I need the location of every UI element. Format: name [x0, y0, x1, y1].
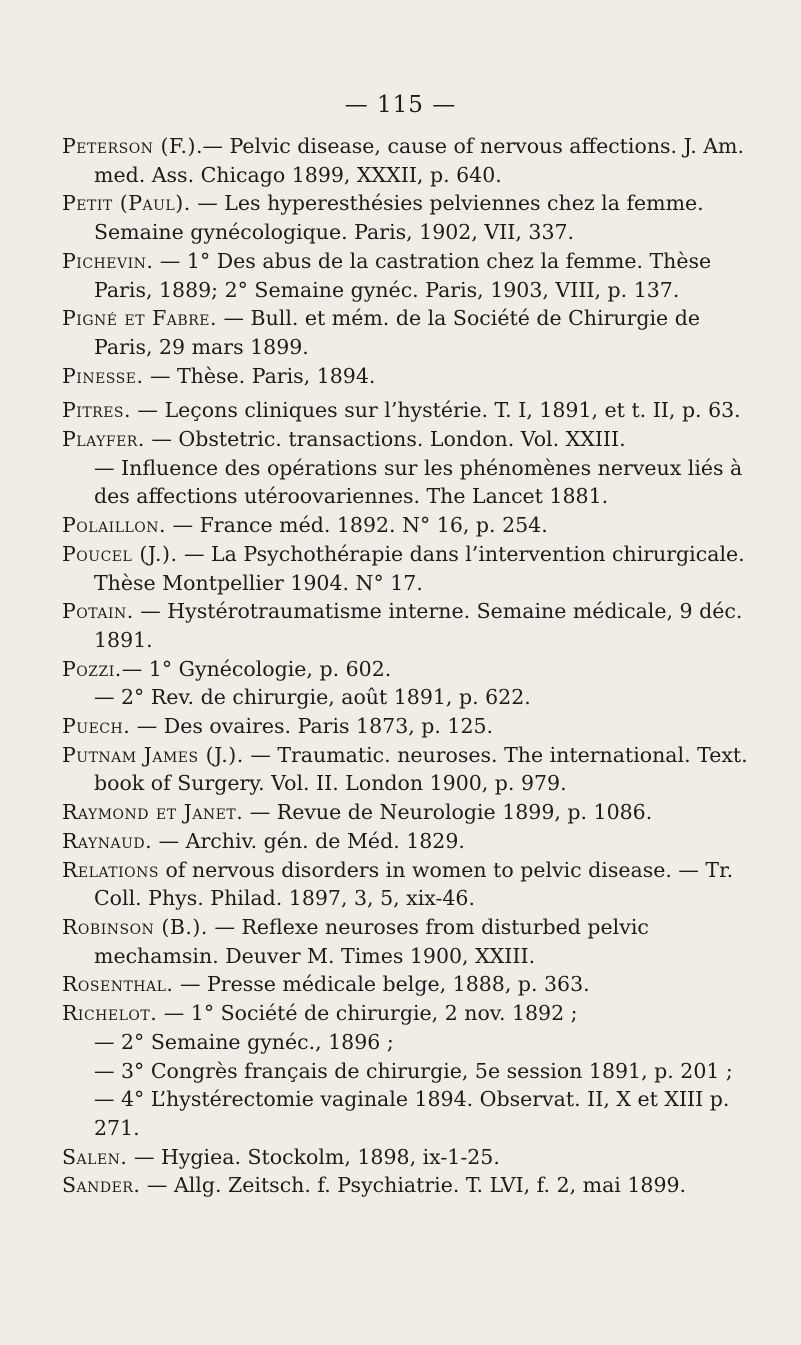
- entry-text: — Leçons cliniques sur l’hystérie. T. I, 1891, et t. II, p. 63.: [131, 398, 741, 423]
- entry-text: — La Psychothérapie dans l’intervention chirurgicale. Thèse Montpellier 1904. N° 17.: [94, 541, 745, 595]
- entry-author: Relations: [62, 857, 159, 882]
- bibliography-entry: [62, 970, 762, 999]
- bibliography-entry: [62, 362, 762, 391]
- bibliography-entry: [62, 597, 762, 654]
- bibliography-entry: [62, 856, 762, 913]
- entry-author: Peterson (F.): [62, 134, 196, 158]
- entry-author: Playfer.: [62, 427, 145, 452]
- entry-author: Pitres.: [62, 398, 132, 423]
- entry-author: Poucel (J.).: [62, 541, 178, 566]
- entry-text: — 1° Des abus de la castration chez la femme. Thèse Paris, 1889; 2° Semaine gynéc. Paris, 1903, VIII, p. 137.: [94, 248, 712, 302]
- entry-text: — Presse médicale belge, 1888, p. 363.: [173, 972, 590, 997]
- entry-text: — Reflexe neuroses from disturbed pelvic mechamsin. Deuver M. Times 1900, XXIII.: [94, 914, 649, 968]
- entry-text: — Traumatic. neuroses. The international. Text. book of Surgery. Vol. II. London 1900, p. 979.: [94, 742, 748, 796]
- entry-text: — Hygiea. Stockolm, 1898, ix-1-25.: [127, 1144, 500, 1169]
- bibliography-entry: [62, 741, 762, 798]
- bibliography-entry: [62, 540, 762, 597]
- entry-author: Puech.: [62, 714, 131, 739]
- entry-author: Raynaud.: [62, 828, 153, 853]
- entry-author: Richelot.: [62, 1001, 158, 1026]
- entry-text: — Obstetric. transactions. London. Vol. XXIII.: [144, 427, 626, 452]
- bibliography-entry: [62, 304, 762, 361]
- entry-text: — Les hyperesthésies pelviennes chez la femme. Semaine gynécologique. Paris, 1902, VII, 337.: [94, 191, 704, 245]
- entry-text: — 1° Gynécologie, p. 602.: [121, 656, 392, 681]
- bibliography-subentry: — 4° L’hystérectomie vaginale 1894. Observat. II, X et XIII p. 271.: [94, 1087, 730, 1140]
- bibliography-entry: [62, 798, 762, 827]
- entry-author: Pigné et Fabre.: [62, 306, 217, 331]
- bibliography-subentry: — 3° Congrès français de chirurgie, 5e session 1891, p. 201 ;: [94, 1058, 733, 1083]
- entry-author: Putnam James (J.).: [62, 742, 244, 767]
- bibliography-entry: [62, 247, 762, 304]
- bibliography-entry: [62, 132, 762, 189]
- bibliography-entry: [62, 999, 762, 1028]
- bibliography-entry: [62, 511, 762, 540]
- entry-author: Sander.: [62, 1173, 141, 1198]
- entry-text: — Revue de Neurologie 1899, p. 1086.: [243, 800, 653, 825]
- bibliography-entry: [62, 189, 762, 246]
- entry-text: — Allg. Zeitsch. f. Psychiatrie. T. LVI, f. 2, mai 1899.: [140, 1173, 687, 1198]
- bibliography-entry: [62, 1143, 762, 1172]
- bibliography-subentry: — 2° Rev. de chirurgie, août 1891, p. 622.: [94, 685, 531, 710]
- entry-text: — Hystérotraumatisme interne. Semaine médicale, 9 déc. 1891.: [94, 599, 743, 652]
- entry-author: Salen.: [62, 1144, 128, 1169]
- entry-text: — France méd. 1892. N° 16, p. 254.: [166, 513, 548, 538]
- entry-author: Pozzi.: [62, 656, 122, 681]
- entry-text: — 1° Société de chirurgie, 2 nov. 1892 ;: [157, 1001, 578, 1026]
- entry-author: Rosenthal.: [62, 972, 174, 997]
- bibliography-entry: [62, 396, 762, 425]
- entry-author: Potain.: [62, 599, 134, 624]
- bibliography-entry: [62, 712, 762, 741]
- page-number: — 115 —: [344, 92, 457, 118]
- bibliography-entry: [62, 1171, 762, 1200]
- entry-text: — Archiv. gén. de Méd. 1829.: [152, 828, 465, 853]
- entry-author: Pinesse.: [62, 363, 144, 388]
- entry-author: Polaillon.: [62, 513, 167, 538]
- entry-text: of nervous disorders in women to pelvic disease. — Tr. Coll. Phys. Philad. 1897, 3, 5, xix-46.: [94, 857, 734, 911]
- entry-author: Raymond et Janet.: [62, 800, 244, 825]
- bibliography-entry: [62, 827, 762, 856]
- entry-text: — Bull. et mém. de la Société de Chirurgie de Paris, 29 mars 1899.: [94, 306, 700, 359]
- entry-author: Pichevin.: [62, 248, 154, 273]
- entry-text: — Thèse. Paris, 1894.: [143, 363, 376, 388]
- bibliography-entry: [62, 655, 762, 684]
- entry-author: Petit (Paul).: [62, 191, 191, 216]
- entry-text: .— Pelvic disease, cause of nervous affections. J. Am. med. Ass. Chicago 1899, XXXII, p. 640.: [94, 134, 744, 187]
- bibliography-entry: [62, 913, 762, 970]
- bibliography-entry: [62, 425, 762, 454]
- entry-text: — Des ovaires. Paris 1873, p. 125.: [130, 714, 494, 739]
- bibliography-subentry: — Influence des opérations sur les phénomènes nerveux liés à des affections utéroovariennes. The Lancet 1881.: [94, 455, 743, 509]
- bibliography-list: [62, 132, 762, 1200]
- bibliography-subentry: — 2° Semaine gynéc., 1896 ;: [94, 1029, 394, 1054]
- entry-author: Robinson (B.).: [62, 914, 208, 939]
